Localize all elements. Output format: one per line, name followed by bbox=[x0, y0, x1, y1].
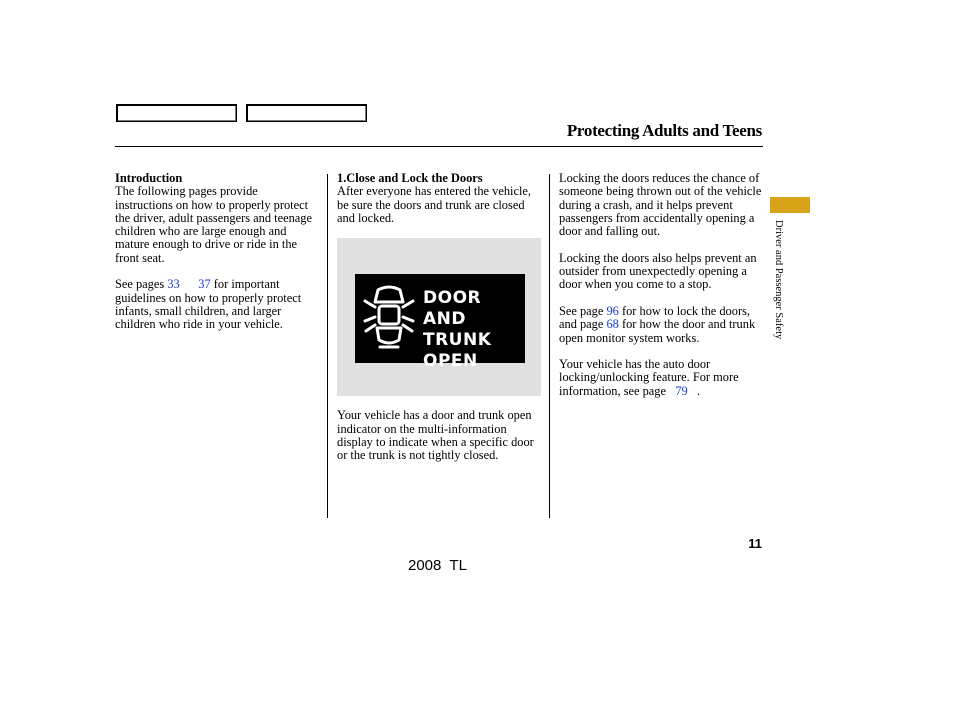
page-link-37[interactable]: 37 bbox=[198, 277, 211, 292]
door-trunk-open-indicator bbox=[355, 274, 525, 372]
indicator-figure bbox=[337, 238, 541, 396]
paragraph: Your vehicle has a door and trunk open indicator on the multi-information display to indicate when a specific door or the trunk is not tightly closed. bbox=[337, 408, 534, 463]
column-close-lock-doors bbox=[337, 172, 541, 476]
column-introduction bbox=[115, 172, 315, 345]
paragraph: Your vehicle has the auto door locking/unlocking feature. For more information, see page 79 . bbox=[559, 357, 739, 398]
paragraph: Locking the doors reduces the chance of someone being thrown out of the vehicle during a crash, and it helps prevent passengers from accidentally opening a door and falling out. bbox=[559, 171, 762, 239]
page-link-33[interactable]: 33 bbox=[167, 277, 180, 292]
column-divider bbox=[327, 174, 328, 518]
title-rule bbox=[115, 146, 763, 147]
page-title: Protecting Adults and Teens bbox=[566, 121, 762, 140]
paragraph: After everyone has entered the vehicle, be sure the doors and trunk are closed and locked. bbox=[337, 184, 532, 225]
page-number: 11 bbox=[748, 536, 762, 551]
section-heading: Introduction bbox=[115, 171, 183, 185]
column-locking-benefits bbox=[559, 172, 763, 411]
open-doors-car-icon bbox=[363, 280, 415, 354]
model-footer: 2008 TL bbox=[408, 557, 467, 574]
paragraph: See page 96 for how to lock the doors, and page 68 for how the door and trunk open monitor system works. bbox=[559, 303, 756, 345]
section-heading: 1.Close and Lock the Doors bbox=[337, 171, 483, 185]
previous-page-button[interactable] bbox=[116, 104, 237, 122]
page-link-96[interactable]: 96 bbox=[606, 303, 619, 318]
paragraph: The following pages provide instructions on how to properly protect the driver, adult passengers and teenage children who are large enough and mature enough to drive or ride in the front seat. bbox=[115, 184, 312, 265]
section-tab bbox=[770, 197, 810, 213]
page-link-79[interactable]: 79 bbox=[675, 383, 688, 398]
paragraph: Locking the doors also helps prevent an outsider from unexpectedly opening a door when you come to a stop. bbox=[559, 250, 757, 292]
indicator-label: DOOR AND TRUNK OPEN bbox=[423, 288, 492, 372]
column-divider bbox=[549, 174, 550, 518]
paragraph: See pages 33 37 for important guidelines on how to properly protect infants, small children, and larger children who ride in your vehicle. bbox=[115, 277, 302, 332]
section-label: Driver and Passenger Safety bbox=[773, 220, 784, 340]
page-link-68[interactable]: 68 bbox=[606, 317, 619, 332]
next-page-button[interactable] bbox=[246, 104, 367, 122]
